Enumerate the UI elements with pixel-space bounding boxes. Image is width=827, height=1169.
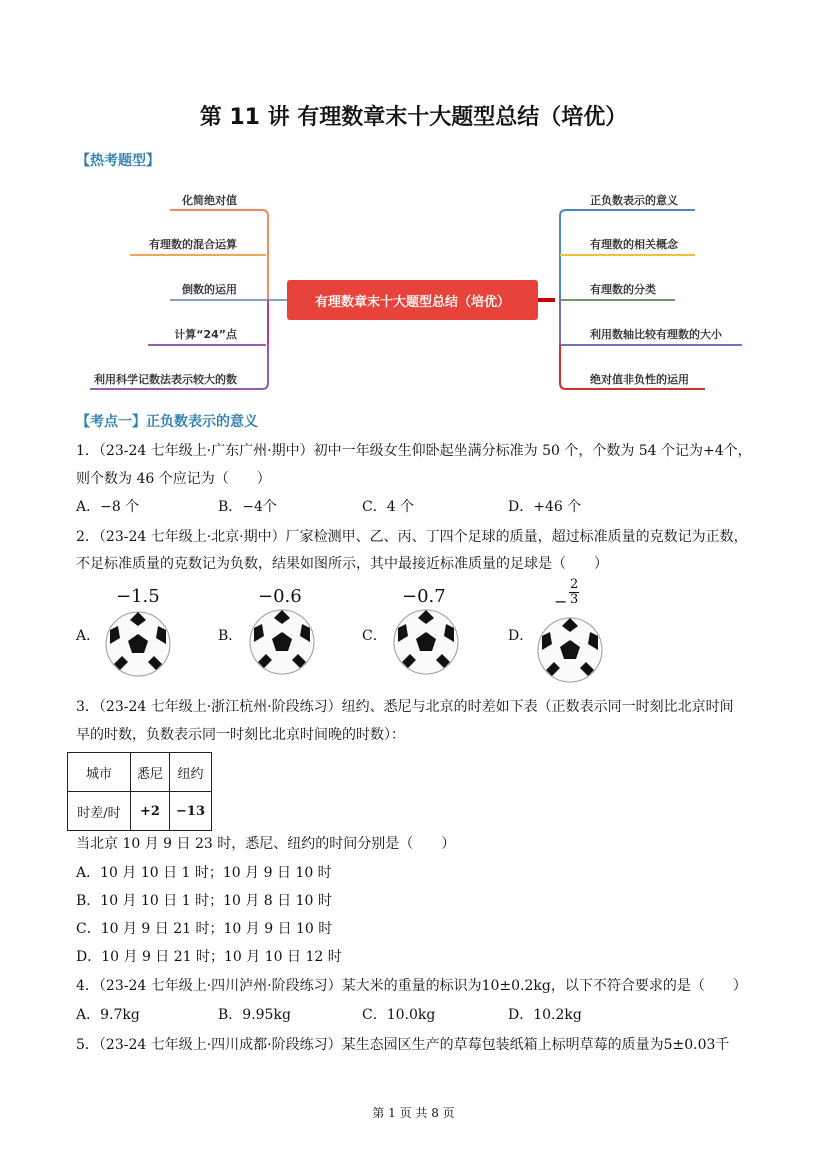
mindmap-right-node: 绝对值非负性的运用 (590, 373, 689, 386)
mindmap-lines (0, 0, 827, 420)
table-header: 城市 (68, 753, 131, 792)
option: C．10.0kg (362, 1007, 436, 1023)
mindmap-right-node: 有理数的相关概念 (590, 238, 678, 251)
numerator: 2 (570, 577, 579, 592)
ball-label: −0.7 (402, 586, 446, 607)
option: C．4 个 (362, 499, 415, 515)
table-cell: +2 (131, 792, 170, 831)
ball-label: −1.5 (116, 586, 160, 607)
option-letter: C． (362, 628, 387, 644)
option: B．10 月 10 日 1 时；10 月 8 日 10 时 (76, 893, 332, 909)
option: A．9.7kg (76, 1007, 140, 1023)
soccer-ball-icon (538, 618, 602, 682)
option: C．10 月 9 日 21 时；10 月 9 日 10 时 (76, 921, 333, 937)
soccer-ball-icon (106, 612, 170, 676)
option: A．10 月 10 日 1 时；10 月 9 日 10 时 (76, 865, 332, 881)
question-text: 5．（23-24 七年级上·四川成都·阶段练习）某生态园区生产的草莓包装纸箱上标明草莓的质量为5±0.03千 (76, 1037, 730, 1053)
question-text: 当北京 10 月 9 日 23 时，悉尼、纽约的时间分别是（ ） (76, 836, 456, 852)
table-row (68, 792, 212, 831)
option: B．−4个 (218, 499, 277, 515)
option: D．10 月 9 日 21 时；10 月 10 日 12 时 (76, 949, 342, 965)
question-text: 则个数为 46 个应记为（ ） (76, 471, 271, 487)
option: A．−8 个 (76, 499, 140, 515)
table-cell: −13 (170, 792, 212, 831)
question-text: 1．（23-24 七年级上·广东广州·期中）初中一年级女生仰卧起坐满分标准为 50 个，个数为 54 个记为+4个， (76, 443, 752, 459)
mindmap-left-node: 计算“24”点 (174, 328, 237, 341)
denominator: 3 (570, 592, 579, 607)
mindmap-left-node: 化简绝对值 (182, 194, 237, 207)
page-footer: 第 1 页 共 8 页 (372, 1106, 455, 1120)
table-header: 纽约 (170, 753, 212, 792)
option: D．10.2kg (508, 1007, 582, 1023)
option: B．9.95kg (218, 1007, 291, 1023)
time-difference-table (67, 752, 212, 831)
mindmap-left-node: 利用科学记数法表示较大的数 (94, 373, 237, 386)
table-row (68, 753, 212, 792)
point-heading: 【考点一】正负数表示的意义 (76, 414, 258, 430)
option-letter: B． (218, 628, 243, 644)
mindmap-center-node: 有理数章末十大题型总结（培优） (287, 280, 538, 320)
soccer-ball-icon (394, 610, 458, 674)
table-header: 悉尼 (131, 753, 170, 792)
soccer-balls (0, 600, 827, 685)
page-title: 第 11 讲 有理数章末十大题型总结（培优） (199, 105, 628, 130)
table-cell: 时差/时 (68, 792, 131, 831)
mindmap-right-node: 有理数的分类 (590, 283, 656, 296)
ball-label-sign: − (554, 592, 568, 611)
question-text: 3．（23-24 七年级上·浙江杭州·阶段练习）纽约、悉尼与北京的时差如下表（正数表示同一时刻比北京时间 (76, 699, 734, 715)
soccer-ball-icon (250, 610, 314, 674)
question-text: 不足标准质量的克数记为负数，结果如图所示，其中最接近标准质量的足球是（ ） (76, 556, 608, 572)
option-letter: A． (76, 628, 101, 644)
mindmap-left-node: 倒数的运用 (182, 283, 237, 296)
ball-label: −0.6 (258, 586, 302, 607)
question-text: 2．（23-24 七年级上·北京·期中）厂家检测甲、乙、丙、丁四个足球的质量，超过标准质量的克数记为正数， (76, 529, 748, 545)
hot-section-heading: 【热考题型】 (76, 153, 160, 169)
question-text: 4．（23-24 七年级上·四川泸州·阶段练习）某大米的重量的标识为10±0.2kg，以下不符合要求的是（ ） (76, 978, 747, 994)
question-text: 早的时数，负数表示同一时刻比北京时间晚的时数）： (76, 727, 405, 743)
mindmap-right-node: 利用数轴比较有理数的大小 (590, 328, 722, 341)
mindmap-left-node: 有理数的混合运算 (149, 238, 237, 251)
option: D．+46 个 (508, 499, 582, 515)
mindmap-right-node: 正负数表示的意义 (590, 194, 678, 207)
option-letter: D． (508, 628, 534, 644)
